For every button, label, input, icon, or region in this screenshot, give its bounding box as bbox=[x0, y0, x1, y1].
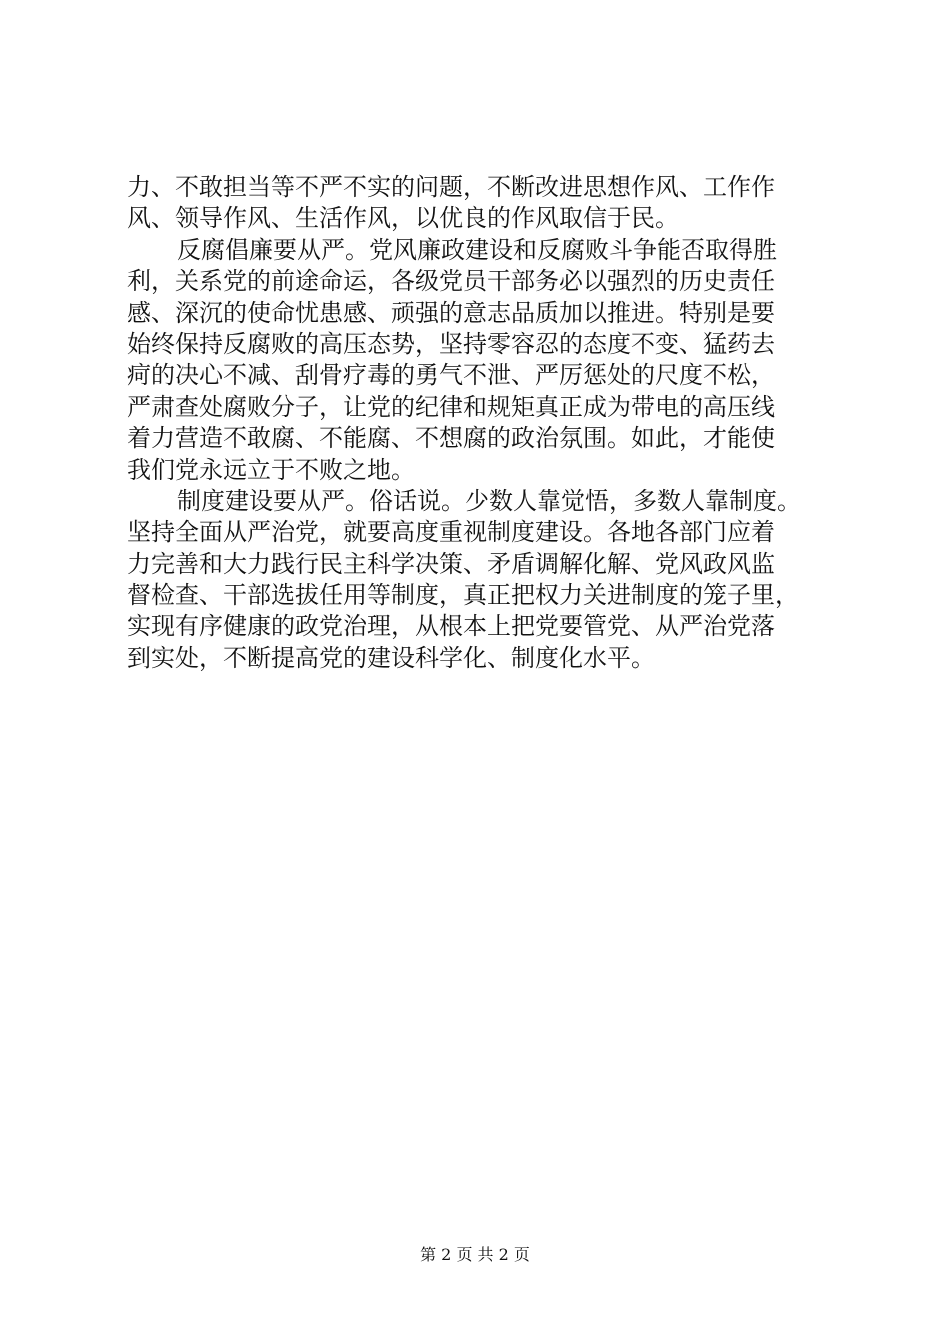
text-line: 力完善和大力践行民主科学决策、矛盾调解化解、党风政风监 bbox=[127, 549, 775, 578]
body-text bbox=[127, 172, 827, 674]
text-line: 感、深沉的使命忧患感、顽强的意志品质加以推进。特别是要 bbox=[127, 298, 775, 327]
text-line: 严肃查处腐败分子，让党的纪律和规矩真正成为带电的高压线 bbox=[127, 392, 775, 421]
text-line: 督检查、干部选拔任用等制度，真正把权力关进制度的笼子里， bbox=[127, 581, 799, 610]
text-line: 利，关系党的前途命运，各级党员干部务必以强烈的历史责任 bbox=[127, 267, 775, 296]
text-line: 到实处，不断提高党的建设科学化、制度化水平。 bbox=[127, 643, 655, 672]
text-line: 力、不敢担当等不严不实的问题，不断改进思想作风、工作作 bbox=[127, 173, 775, 201]
page-number-label: 第 2 页 共 2 页 bbox=[420, 1245, 530, 1264]
page-footer bbox=[0, 1242, 950, 1265]
text-line: 着力营造不敢腐、不能腐、不想腐的政治氛围。如此，才能使 bbox=[127, 424, 775, 453]
text-line: 坚持全面从严治党，就要高度重视制度建设。各地各部门应着 bbox=[127, 518, 775, 547]
paragraph-start-line: 制度建设要从严。俗话说。少数人靠觉悟，多数人靠制度。 bbox=[177, 486, 801, 515]
paragraph-start-line: 反腐倡廉要从严。党风廉政建设和反腐败斗争能否取得胜 bbox=[177, 235, 777, 264]
text-line: 疴的决心不减、刮骨疗毒的勇气不泄、严厉惩处的尺度不松， bbox=[127, 361, 775, 390]
text-line: 我们党永远立于不败之地。 bbox=[127, 455, 415, 484]
text-line: 风、领导作风、生活作风，以优良的作风取信于民。 bbox=[127, 204, 679, 233]
text-line: 始终保持反腐败的高压态势，坚持零容忍的态度不变、猛药去 bbox=[127, 329, 775, 358]
text-line: 实现有序健康的政党治理，从根本上把党要管党、从严治党落 bbox=[127, 612, 775, 641]
